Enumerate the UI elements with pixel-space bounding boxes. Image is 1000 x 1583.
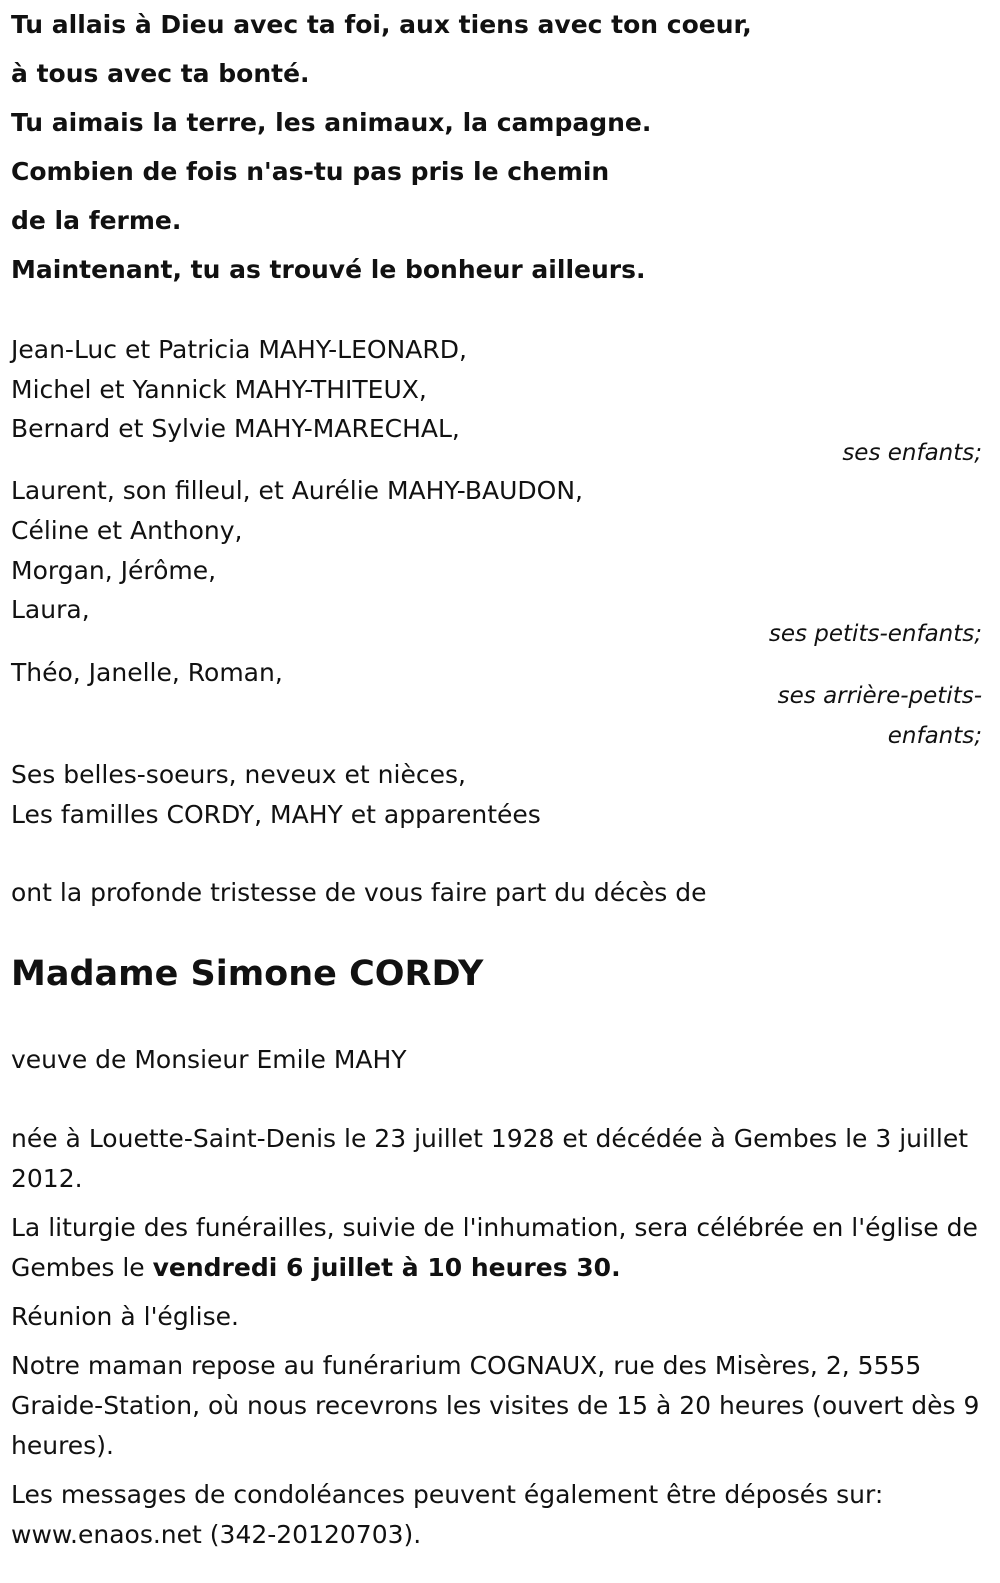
poem-line-5: de la ferme. [11,206,182,235]
grandchild-line-4: Laura, [11,595,90,624]
children-label: ses enfants; [842,440,982,466]
liturgy-date: vendredi 6 juillet à 10 heures 30. [152,1253,621,1282]
funeral-home-paragraph: Notre maman repose au funérarium COGNAUX, rue des Misères, 2, 5555 Graide-Station, où nous recevrons les visites de 15 à 20 heures (ouvert dès 9 heures). [11,1351,980,1460]
condolences-paragraph: Les messages de condoléances peuvent également être déposés sur: www.enaos.net (342-20120703). [11,1480,884,1549]
grandchildren-label: ses petits-enfants; [768,621,982,647]
liturgy-paragraph [11,1208,981,1288]
poem-line-4: Combien de fois n'as-tu pas pris le chemin [11,157,610,186]
poem-line-2: à tous avec ta bonté. [11,59,310,88]
child-line-3: Bernard et Sylvie MAHY-MARECHAL, [11,414,460,443]
poem-line-1: Tu allais à Dieu avec ta foi, aux tiens avec ton coeur, [11,10,752,39]
grandchild-line-1: Laurent, son filleul, et Aurélie MAHY-BAUDON, [11,476,583,505]
others-line-1: Ses belles-soeurs, neveux et nièces, [11,760,466,789]
announcement-intro: ont la profonde tristesse de vous faire part du décès de [11,878,707,907]
birth-death-paragraph: née à Louette-Saint-Denis le 23 juillet 1928 et décédée à Gembes le 3 juillet 2012. [11,1124,969,1193]
poem-line-3: Tu aimais la terre, les animaux, la campagne. [11,108,652,137]
meeting-paragraph: Réunion à l'église. [11,1302,239,1331]
others-line-2: Les familles CORDY, MAHY et apparentées [11,800,541,829]
widow-of: veuve de Monsieur Emile MAHY [11,1045,407,1074]
deceased-name: Madame Simone CORDY [11,954,484,994]
poem-line-6: Maintenant, tu as trouvé le bonheur ailleurs. [11,255,646,284]
great-grandchild-line-1: Théo, Janelle, Roman, [11,658,283,687]
grandchild-line-2: Céline et Anthony, [11,516,243,545]
great-grandchildren-label-line-2: enfants; [887,723,982,749]
child-line-2: Michel et Yannick MAHY-THITEUX, [11,375,427,404]
liturgy-text: La liturgie des funérailles, suivie de l'inhumation, sera célébrée en l'église de Gembes le [11,1213,978,1282]
child-line-1: Jean-Luc et Patricia MAHY-LEONARD, [11,335,467,364]
great-grandchildren-label-line-1: ses arrière-petits- [777,683,982,709]
grandchild-line-3: Morgan, Jérôme, [11,556,217,585]
